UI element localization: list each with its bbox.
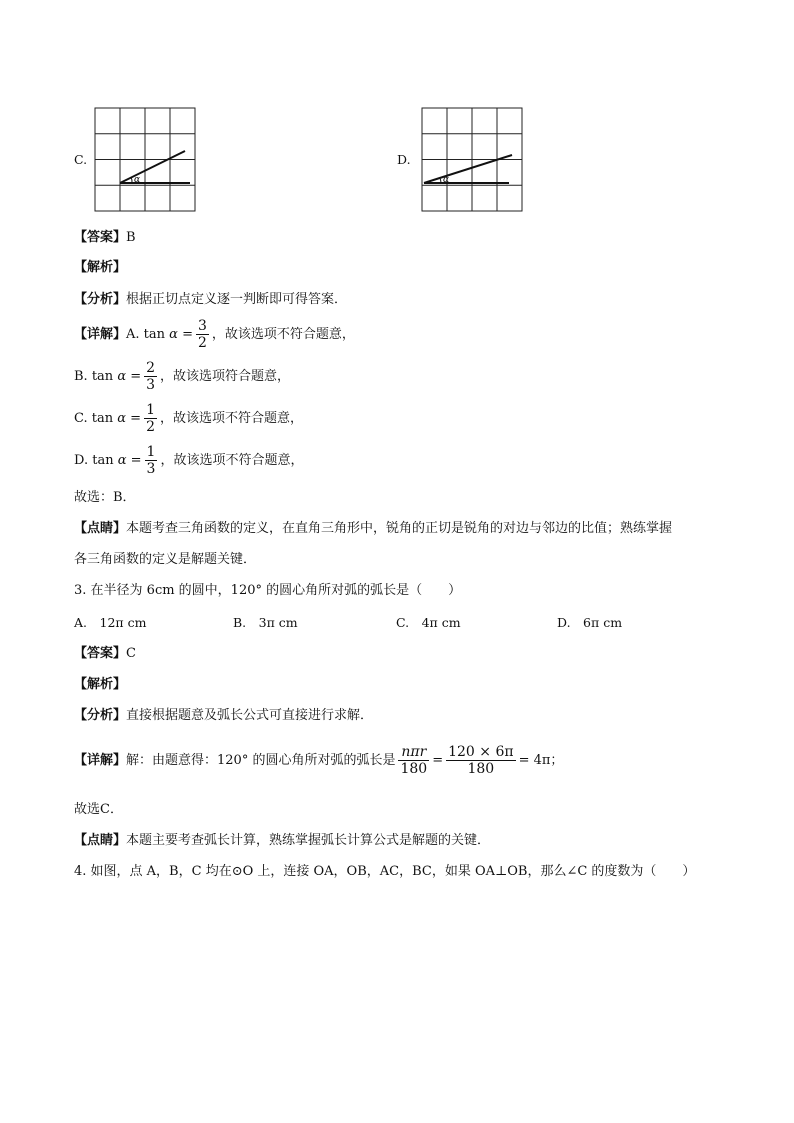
alpha-eq: α = — [117, 453, 142, 468]
q3-option-a: A. 12π cm — [74, 615, 147, 630]
equals-sign: = — [432, 753, 444, 768]
fraction-numerator: 1 — [146, 444, 156, 460]
detail-tag: 【详解】 — [74, 327, 127, 342]
detail-d-suffix: ，故该选项不符合题意， — [160, 453, 304, 468]
comment-tag: 【点睛】 — [74, 833, 127, 848]
fraction-denominator: 2 — [146, 419, 155, 435]
q2-detail-b — [74, 359, 290, 395]
comment-tag: 【点睛】 — [74, 521, 127, 536]
alpha-eq: α = — [117, 411, 142, 426]
answer-tag: 【答案】 — [74, 230, 127, 245]
q2-answer-row — [74, 228, 136, 248]
detail-tag: 【详解】 — [74, 753, 127, 768]
q3-choose: 故选C． — [74, 802, 123, 817]
q3-option-b: B. 3π cm — [233, 615, 298, 630]
q2-fenxi-row — [74, 290, 347, 310]
figure-c-label: C. — [74, 152, 88, 167]
result-text: = 4π； — [518, 753, 564, 768]
detail-a-suffix: ，故该选项不符合题意， — [211, 327, 355, 342]
fraction-denominator: 2 — [197, 335, 207, 351]
fenxi-tag: 【分析】 — [74, 708, 127, 723]
figure-c-grid — [94, 107, 196, 212]
fenxi-text: 根据正切点定义逐一判断即可得答案． — [126, 292, 348, 307]
fraction — [446, 744, 515, 777]
fenxi-tag: 【分析】 — [74, 292, 127, 307]
fraction-numerator: 3 — [197, 318, 207, 334]
detail-a-prefix: A. tan — [126, 327, 166, 342]
fraction-denominator: 180 — [446, 760, 515, 777]
fenxi-text: 直接根据题意及弧长公式可直接进行求解． — [126, 708, 374, 723]
q3-option-d: D. 6π cm — [557, 615, 623, 630]
alpha-eq: α = — [169, 327, 193, 342]
fraction-denominator: 3 — [146, 377, 156, 393]
q3-detail-row — [74, 742, 563, 780]
fraction-numerator: nπr — [401, 744, 427, 760]
q4-stem: 4. 如图，点 A，B，C 均在⊙O 上，连接 OA，OB，AC，BC，如果 OA⊥OB，那么∠C 的度数为（ ） — [74, 864, 696, 879]
q2-choose: 故选：B． — [74, 490, 136, 505]
fraction — [145, 444, 158, 477]
q2-comment-line2: 各三角函数的定义是解题关键． — [74, 552, 257, 567]
figure-d-label: D. — [397, 152, 411, 167]
q2-comment-line1 — [74, 519, 672, 539]
fraction-numerator: 2 — [146, 360, 156, 376]
answer-value: B — [126, 230, 136, 245]
figure-d-alpha: α — [443, 175, 450, 185]
fraction — [398, 744, 429, 777]
figure-c-alpha: α — [134, 175, 141, 185]
answer-tag: 【答案】 — [74, 646, 127, 661]
fraction — [144, 360, 157, 393]
comment-text: 本题考查三角函数的定义，在直角三角形中，锐角的正切是锐角的对边与邻边的比值；熟练掌握 — [126, 521, 673, 536]
alpha-eq: α = — [117, 369, 142, 384]
detail-c-prefix: C. tan — [74, 411, 114, 426]
q3-option-c: C. 4π cm — [396, 615, 461, 630]
comment-text: 本题主要考查弧长计算，熟练掌握弧长计算公式是解题的关键． — [126, 833, 491, 848]
detail-c-suffix: ，故该选项不符合题意， — [159, 411, 303, 426]
q2-detail-c — [74, 401, 303, 437]
q2-analysis-tag: 【解析】 — [74, 260, 127, 275]
fraction-denominator: 3 — [146, 461, 156, 477]
q3-fenxi-row — [74, 706, 373, 726]
figure-d-grid — [421, 107, 523, 212]
q3-analysis-tag: 【解析】 — [74, 677, 127, 692]
detail-d-prefix: D. tan — [74, 453, 114, 468]
detail-text: 解：由题意得：120° 的圆心角所对弧的弧长是 — [126, 753, 396, 768]
q3-answer-row — [74, 644, 136, 664]
fraction-denominator: 180 — [400, 761, 428, 777]
q2-detail-a — [74, 317, 355, 353]
fraction — [144, 402, 157, 435]
detail-b-suffix: ，故该选项符合题意， — [160, 369, 291, 384]
answer-value: C — [126, 646, 136, 661]
fraction-numerator: 120 × 6π — [448, 744, 514, 760]
q3-stem: 3. 在半径为 6cm 的圆中，120° 的圆心角所对弧的弧长是（ ） — [74, 583, 462, 598]
fraction — [196, 318, 209, 351]
q2-detail-d — [74, 443, 303, 479]
detail-b-prefix: B. tan — [74, 369, 114, 384]
fraction-numerator: 1 — [146, 402, 155, 418]
q3-comment-row — [74, 831, 490, 851]
